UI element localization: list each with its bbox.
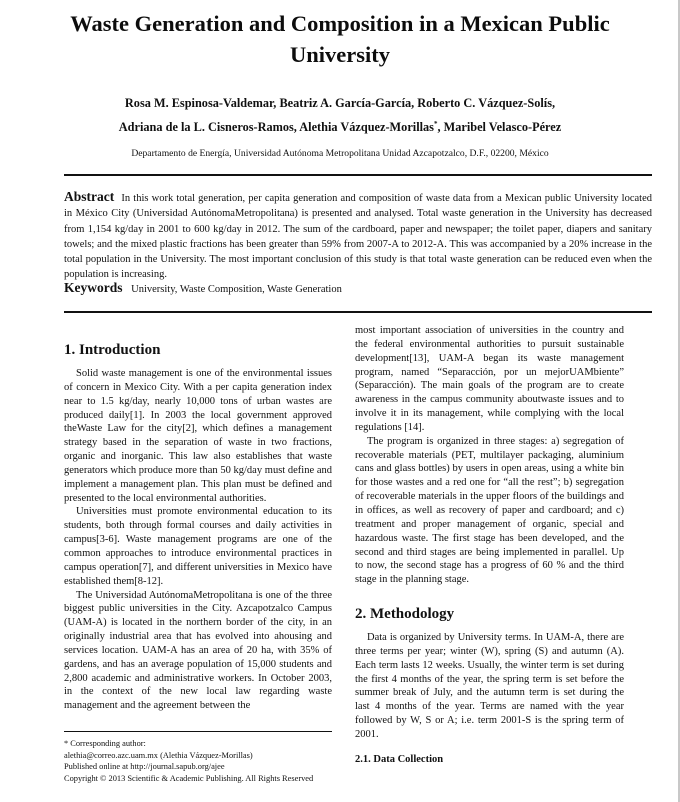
abstract: [64, 189, 652, 283]
authors-line-1: Rosa M. Espinosa-Valdemar, Beatriz A. García-García, Roberto C. Vázquez-Solís,: [124, 96, 556, 110]
intro-paragraph: Universities must promote environmental education to its students, both through formal courses and daily activities in campus[3-6]. Waste management programs are one of the common approaches to introduce environmental practices in campus operation[7], and different universities in Mexico have established them[8-12].: [64, 506, 332, 587]
methodology-paragraph: Data is organized by University terms. In UAM-A, there are three terms per year; winter (W), spring (S) and autumn (A). Each term lasts 12 weeks. Usually, the winter term is set during the first 4 months of the year, the spring term is set before the summer break of July, and the autumn term is set during the last 4 months of the year. Terms are named with the year followed by W, S or A; i.e. term 2001-S is the spring term of 2001.: [355, 632, 624, 740]
footnote-copyright: Copyright © 2013 Scientific & Academic Publishing. All Rights Reserved: [64, 773, 314, 783]
authors-line-2-start: Adriana de la L. Cisneros-Ramos, Alethia Vázquez-Morillas: [118, 120, 434, 134]
abstract-label: Abstract: [64, 189, 115, 204]
footnote-email[interactable]: alethia@correo.azc.uam.mx (Alethia Vázquez-Morillas): [64, 750, 253, 760]
footnote-rule: [64, 731, 332, 732]
intro-paragraph-continued: most important association of universities in the country and the federal environmental authorities to pursuit sustainable development[13], UAM-A began its waste management program, named “Separacción, por un mejorUAMbiente” (Separacción). The main goals of the program are to create awareness in the campus community aboutwaste issues and to involve it in its management, while complying with the local regulations [14].: [355, 325, 624, 433]
intro-paragraph: Solid waste management is one of the environmental issues of concern in Mexico City. With a per capita generation index near to 1.5 kg/day, nearly 10,000 tons of urban wastes are produced daily[1]. In 2003 the local government approved theWaste Law for the city[2], which defines a management strategy based in the separation of waste in two fractions, organic and inorganic. This law also establishes that waste generators which produce more than 50 kg/day must define and implement a management plan. This plan must be defined and presented to the local environmental authorities.: [64, 368, 332, 504]
intro-paragraph: The program is organized in three stages: a) segregation of recoverable materials (PET, multilayer packaging, aluminium cans and glass bottles) by users in open areas, using a white bin for those wastes and a red one for “all the rest”; b) segregation of recoverable materials in the upper floors of the buildings and in offices, as well as recovery of paper and cardboard; and c) treatment and proper management of organic, special and hazardous waste. The first stage has been developed, and the second and third stages are being implemented in parallel. Up to now, the second stage has a progress of 60 % and the third stage in the planning stage.: [355, 435, 624, 586]
author-list: [40, 93, 640, 138]
affiliation: Departamento de Energía, Universidad Autónoma Metropolitana Unidad Azcapotzalco, D.F., 02200, México: [131, 148, 549, 159]
paper-title: Waste Generation and Composition in a Mexican Public University: [70, 11, 610, 67]
header-rule: [64, 174, 652, 176]
keywords-label: Keywords: [64, 280, 123, 295]
authors-line-2: [40, 114, 640, 138]
footnote-published[interactable]: Published online at http://journal.sapub.org/ajee: [64, 762, 225, 772]
footnote: [64, 738, 334, 784]
keywords: [64, 280, 342, 296]
intro-paragraph: The Universidad AutónomaMetropolitana is one of the three biggest public universities in the City. Azcapotzalco Campus (UAM-A) is located in the northern border of the city, in an originally industrial area that has evolved into ahousing and services location. UAM-A has an area of 20 ha, with 35% of gardens, and has an average population of 15,000 students and 2,800 academic and administrative workers. In October 2003, in the context of the new local law regarding waste management and the agreement between the: [64, 589, 332, 712]
left-column: [64, 340, 332, 713]
methodology-heading: 2. Methodology: [355, 606, 455, 623]
keywords-text: University, Waste Composition, Waste Generation: [131, 284, 342, 295]
abstract-text: In this work total generation, per capita generation and composition of waste data from a Mexican public University located in México City (Universidad AutónomaMetropolitana) is presented and analysed. Total waste generation in the University has decreased from 1,154 kg/day in 2001 to 600 kg/day in 2012. The sum of the cardboard, paper and newspaper; the toilet paper, diapers and sanitary towels; and the mixed plastic fractions has been greater than 59% from 2007-A to 2012-A. This was accompanied by a 20% increase in the total population in the University. The most important conclusion of this study is that total waste generation can be reduced even when the population is increasing.: [64, 193, 652, 281]
abstract-rule: [64, 311, 652, 313]
right-column: [355, 324, 624, 767]
introduction-heading: 1. Introduction: [64, 342, 161, 358]
footnote-corresponding: * Corresponding author:: [64, 739, 146, 748]
data-collection-heading: 2.1. Data Collection: [355, 753, 444, 765]
authors-line-2-end: , Maribel Velasco-Pérez: [437, 120, 562, 134]
corresponding-author-mark: *: [433, 120, 438, 128]
